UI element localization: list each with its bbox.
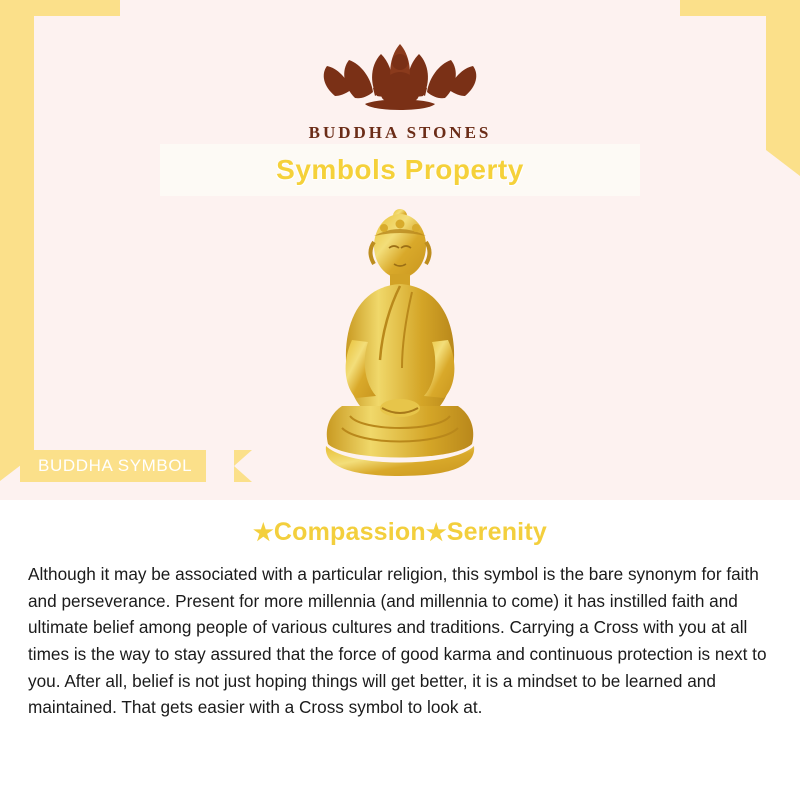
content-subtitle xyxy=(0,518,800,547)
symbol-tag xyxy=(20,450,206,482)
decor-top-right-band xyxy=(680,0,800,16)
symbol-tag-label: BUDDHA SYMBOL xyxy=(38,456,193,475)
brand-name: BUDDHA STONES xyxy=(308,123,492,142)
subtitle-word-one: Compassion xyxy=(273,518,426,546)
symbol-tag-arrow xyxy=(234,450,252,482)
lotus-meditation-icon xyxy=(315,24,485,119)
star-icon-right: ★ xyxy=(425,519,447,545)
golden-buddha-statue-icon xyxy=(290,200,510,490)
title-banner xyxy=(160,144,640,196)
content-paragraph: Although it may be associated with a particular religion, this symbol is the bare synonym for faith and perseverance. Present for more millennia (and millennia to come) it has instilled faith and ultimate belief among people of various cultures and traditions. Carrying a Cross with you at all times is the way to stay assured that the force of good karma and continuous protection is next to you. After all, belief is not just hoping things will get better, it is a mindset to be learned and maintained. That gets easier with a Cross symbol to look at. xyxy=(28,564,767,718)
page-title: Symbols Property xyxy=(276,154,524,185)
subtitle-word-two: Serenity xyxy=(446,518,547,546)
star-icon-left: ★ xyxy=(253,519,274,545)
brand-header xyxy=(0,24,800,143)
content-panel xyxy=(0,500,800,800)
decor-right-ribbon-notch xyxy=(766,150,800,176)
decor-top-left-band xyxy=(0,0,120,16)
